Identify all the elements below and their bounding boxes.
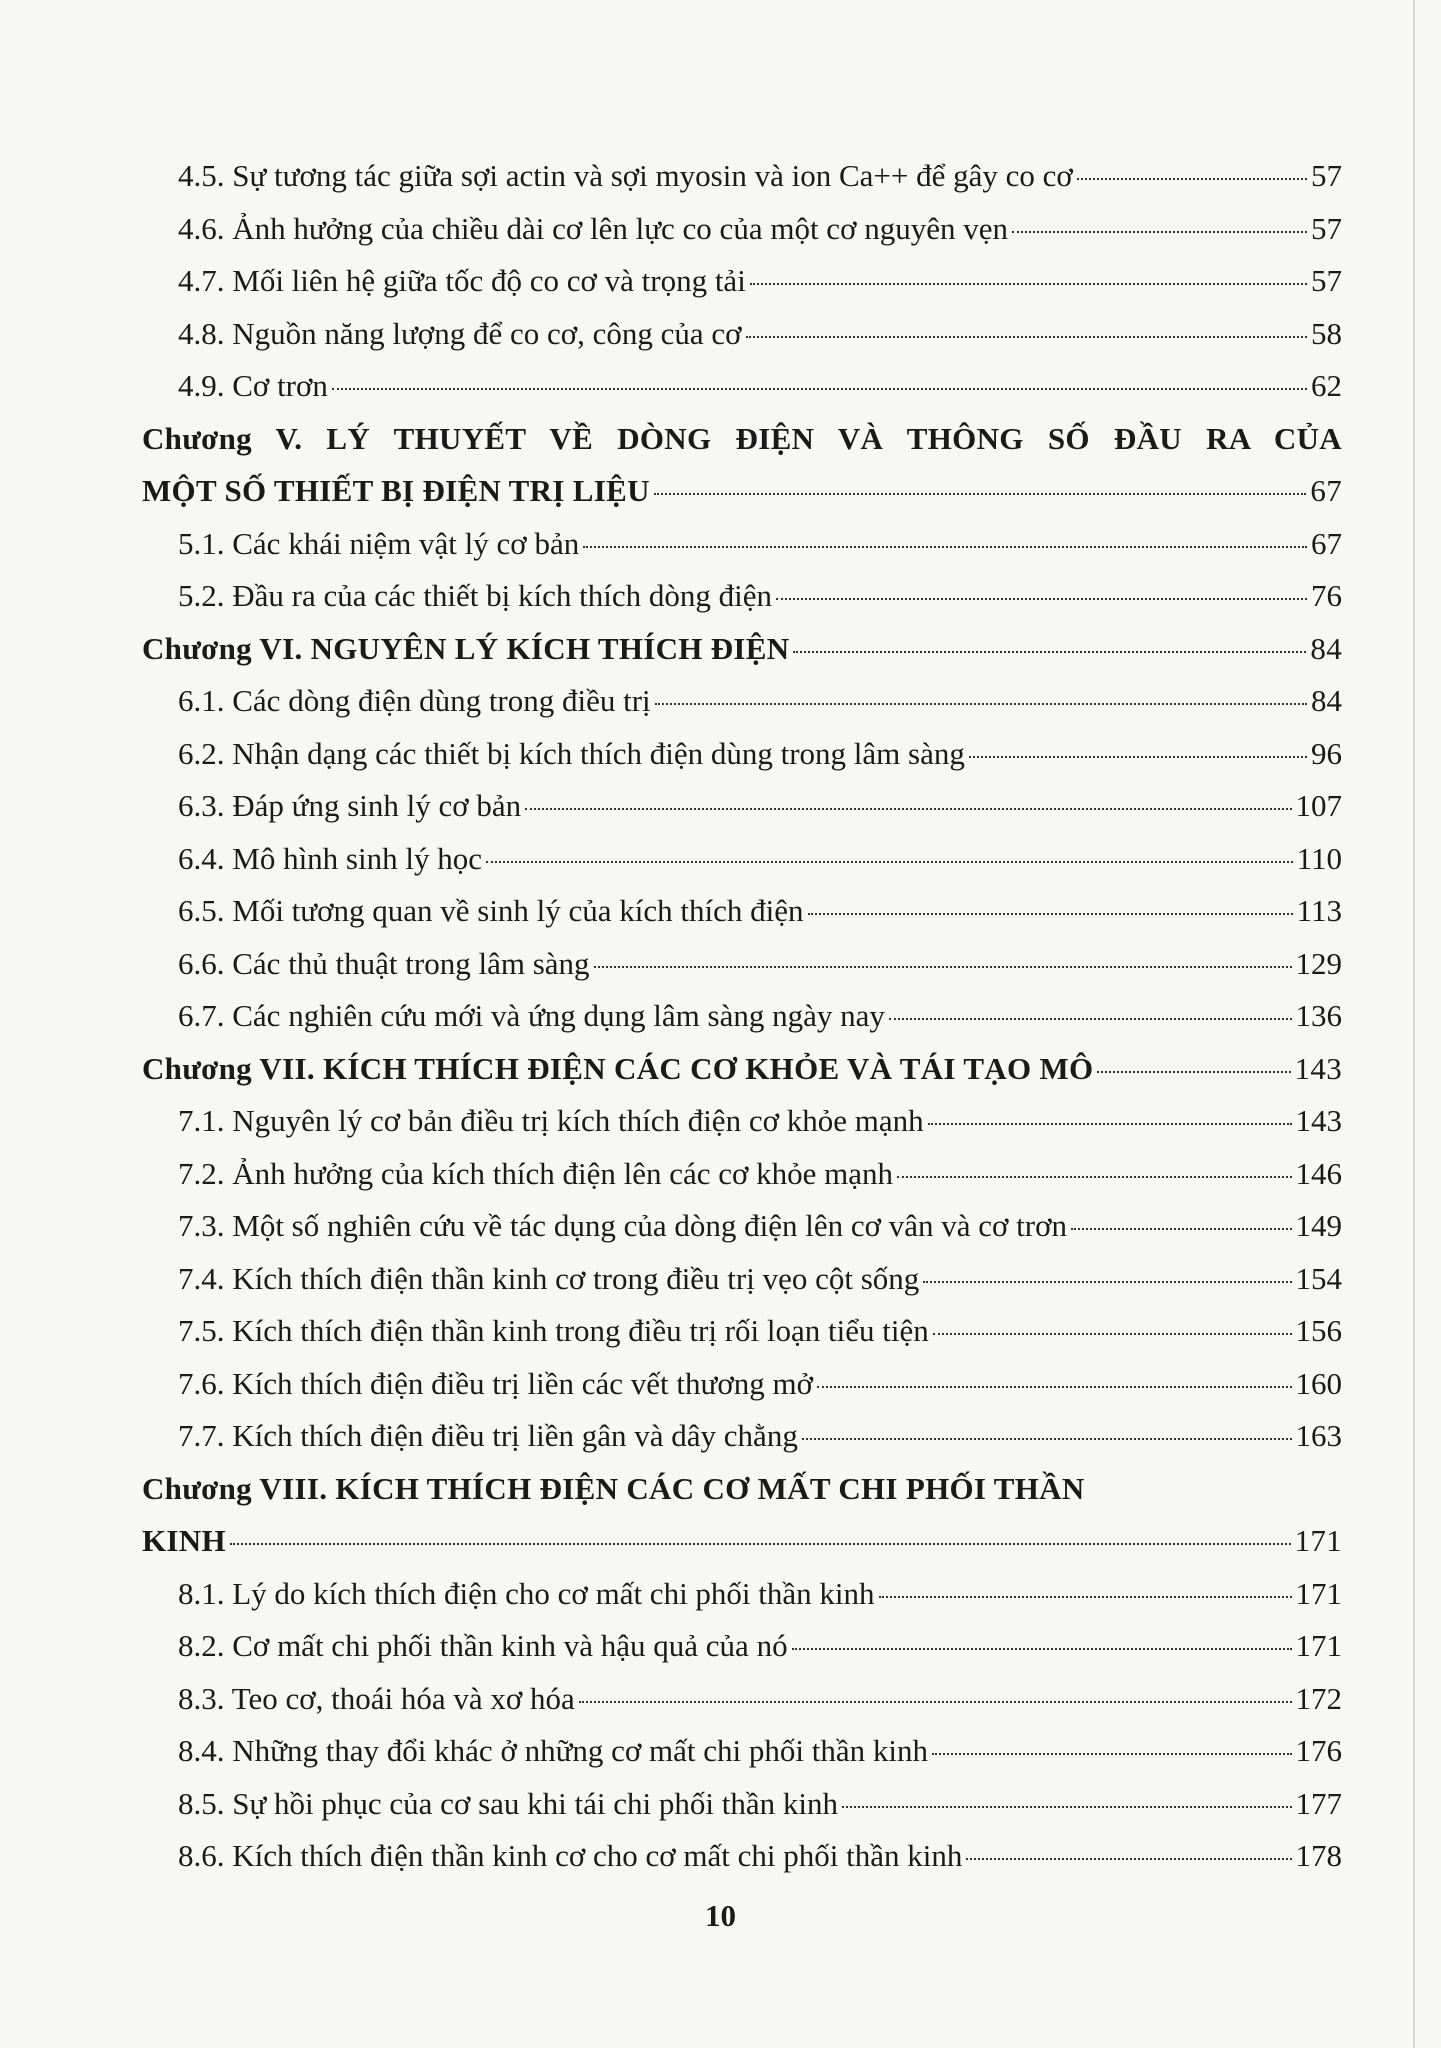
toc-entry-label: 7.5. Kích thích điện thần kinh trong điều trị rối loạn tiểu tiện bbox=[178, 1313, 929, 1348]
toc-entry[interactable] bbox=[142, 150, 1342, 203]
toc-entry[interactable] bbox=[142, 1200, 1342, 1253]
dot-leader bbox=[802, 1438, 1292, 1440]
dot-leader bbox=[655, 703, 1307, 705]
toc-entry[interactable] bbox=[142, 570, 1342, 623]
chapter-heading-line[interactable]: Chương V. LÝ THUYẾT VỀ DÒNG ĐIỆN VÀ THÔNG SỐ ĐẦU RA CỦA bbox=[142, 420, 1342, 456]
toc-entry-label: 8.2. Cơ mất chi phối thần kinh và hậu quả của nó bbox=[178, 1628, 788, 1663]
toc-entry-page: 84 bbox=[1311, 683, 1342, 718]
dot-leader bbox=[808, 913, 1293, 915]
toc-entry-page: 146 bbox=[1295, 1155, 1342, 1191]
dot-leader bbox=[793, 651, 1306, 653]
dot-leader bbox=[897, 1176, 1291, 1178]
toc-entry-label: 6.7. Các nghiên cứu mới và ứng dụng lâm sàng ngày nay bbox=[178, 998, 885, 1033]
dot-leader bbox=[933, 1333, 1292, 1335]
toc-entry-label: 4.8. Nguồn năng lượng để co cơ, công của cơ bbox=[178, 315, 742, 351]
dot-leader bbox=[230, 1543, 1291, 1545]
toc-entry-label: 6.1. Các dòng điện dùng trong điều trị bbox=[178, 683, 651, 718]
toc-entry[interactable] bbox=[142, 1095, 1342, 1148]
dot-leader bbox=[879, 1596, 1292, 1598]
toc-entry[interactable] bbox=[142, 885, 1342, 938]
dot-leader bbox=[969, 756, 1307, 758]
dot-leader bbox=[594, 966, 1292, 968]
dot-leader bbox=[889, 1018, 1292, 1020]
toc-entry[interactable] bbox=[142, 1673, 1342, 1726]
dot-leader bbox=[486, 861, 1293, 863]
toc-entry-label: 5.1. Các khái niệm vật lý cơ bản bbox=[178, 525, 580, 561]
toc-entry-label: 6.5. Mối tương quan về sinh lý của kích thích điện bbox=[178, 893, 804, 928]
toc-entry[interactable] bbox=[142, 1305, 1342, 1358]
dot-leader bbox=[1071, 1228, 1292, 1230]
toc-entry[interactable] bbox=[142, 518, 1342, 571]
toc-entry-label: 6.6. Các thủ thuật trong lâm sàng bbox=[178, 945, 590, 981]
toc-entry-page: 57 bbox=[1311, 210, 1342, 246]
toc-entry-page: 163 bbox=[1295, 1418, 1342, 1453]
toc-entry-label: 8.3. Teo cơ, thoái hóa và xơ hóa bbox=[178, 1680, 575, 1716]
dot-leader bbox=[332, 388, 1307, 390]
toc-entry-page: 171 bbox=[1295, 1575, 1342, 1611]
toc-entry[interactable] bbox=[142, 360, 1342, 413]
toc-chapter-entry[interactable] bbox=[142, 465, 1342, 518]
dot-leader bbox=[776, 598, 1307, 600]
toc-entry[interactable] bbox=[142, 203, 1342, 256]
toc-entry[interactable] bbox=[142, 728, 1342, 781]
dot-leader bbox=[923, 1281, 1291, 1283]
table-of-contents bbox=[142, 150, 1342, 1883]
dot-leader bbox=[966, 1858, 1291, 1860]
toc-entry[interactable] bbox=[142, 938, 1342, 991]
toc-entry-page: 143 bbox=[1295, 1103, 1342, 1138]
toc-entry[interactable] bbox=[142, 1725, 1342, 1778]
dot-leader bbox=[792, 1648, 1292, 1650]
toc-entry-page: 171 bbox=[1294, 1523, 1342, 1558]
toc-entry-page: 176 bbox=[1295, 1733, 1342, 1768]
toc-entry-label: 8.6. Kích thích điện thần kinh cơ cho cơ mất chi phối thần kinh bbox=[178, 1838, 963, 1873]
toc-entry-page: 57 bbox=[1311, 263, 1342, 298]
toc-entry-page: 58 bbox=[1311, 315, 1342, 351]
toc-entry[interactable] bbox=[142, 1778, 1342, 1831]
toc-entry-page: 67 bbox=[1310, 473, 1342, 508]
toc-entry-label: 7.1. Nguyên lý cơ bản điều trị kích thích điện cơ khỏe mạnh bbox=[178, 1103, 924, 1138]
chapter-heading: Chương VI. NGUYÊN LÝ KÍCH THÍCH ĐIỆN bbox=[142, 630, 790, 666]
dot-leader bbox=[750, 283, 1307, 285]
toc-entry-label: 7.2. Ảnh hưởng của kích thích điện lên các cơ khỏe mạnh bbox=[178, 1155, 894, 1191]
dot-leader bbox=[842, 1806, 1292, 1808]
toc-entry-label: 8.1. Lý do kích thích điện cho cơ mất chi phối thần kinh bbox=[178, 1575, 875, 1611]
dot-leader bbox=[746, 336, 1307, 338]
toc-entry-page: 177 bbox=[1295, 1785, 1342, 1821]
chapter-heading: Chương VII. KÍCH THÍCH ĐIỆN CÁC CƠ KHỎE VÀ TÁI TẠO MÔ bbox=[142, 1050, 1094, 1086]
toc-entry-page: 67 bbox=[1311, 525, 1342, 561]
toc-entry-page: 154 bbox=[1295, 1260, 1342, 1296]
toc-entry-label: 7.7. Kích thích điện điều trị liền gân và dây chằng bbox=[178, 1418, 798, 1453]
toc-entry[interactable] bbox=[142, 308, 1342, 361]
toc-entry-label: 7.4. Kích thích điện thần kinh cơ trong điều trị vẹo cột sống bbox=[178, 1260, 920, 1296]
toc-entry-page: 76 bbox=[1311, 578, 1342, 613]
toc-chapter-entry[interactable] bbox=[142, 1043, 1342, 1096]
toc-entry-page: 178 bbox=[1295, 1838, 1342, 1873]
toc-entry-page: 57 bbox=[1311, 158, 1342, 193]
toc-entry[interactable] bbox=[142, 780, 1342, 833]
toc-entry-label: 5.2. Đầu ra của các thiết bị kích thích dòng điện bbox=[178, 578, 772, 613]
toc-entry[interactable] bbox=[142, 1410, 1342, 1463]
dot-leader bbox=[1077, 178, 1307, 180]
toc-chapter-entry[interactable] bbox=[142, 623, 1342, 676]
toc-entry-page: 129 bbox=[1295, 945, 1342, 981]
dot-leader bbox=[1012, 231, 1307, 233]
toc-entry[interactable] bbox=[142, 1148, 1342, 1201]
toc-entry[interactable] bbox=[142, 1253, 1342, 1306]
dot-leader bbox=[932, 1753, 1292, 1755]
toc-entry[interactable] bbox=[142, 255, 1342, 308]
toc-entry[interactable] bbox=[142, 990, 1342, 1043]
dot-leader bbox=[579, 1701, 1292, 1703]
dot-leader bbox=[1097, 1071, 1290, 1073]
dot-leader bbox=[525, 808, 1291, 810]
toc-entry-label: 4.5. Sự tương tác giữa sợi actin và sợi myosin và ion Ca++ để gây co cơ bbox=[178, 158, 1073, 193]
toc-entry-label: 6.2. Nhận dạng các thiết bị kích thích điện dùng trong lâm sàng bbox=[178, 735, 965, 771]
toc-entry-page: 149 bbox=[1295, 1208, 1342, 1243]
toc-entry-page: 62 bbox=[1311, 368, 1342, 403]
toc-entry-label: 7.3. Một số nghiên cứu về tác dụng của dòng điện lên cơ vân và cơ trơn bbox=[178, 1208, 1067, 1243]
toc-entry-page: 136 bbox=[1295, 998, 1342, 1033]
toc-entry-page: 96 bbox=[1311, 735, 1342, 771]
toc-entry-label: 6.3. Đáp ứng sinh lý cơ bản bbox=[178, 788, 522, 823]
page-number: 10 bbox=[705, 1898, 736, 1933]
toc-entry-page: 110 bbox=[1296, 840, 1342, 876]
toc-entry-label: 8.5. Sự hồi phục của cơ sau khi tái chi phối thần kinh bbox=[178, 1785, 838, 1821]
toc-entry[interactable] bbox=[142, 1620, 1342, 1673]
toc-entry-label: 8.4. Những thay đổi khác ở những cơ mất chi phối thần kinh bbox=[178, 1733, 928, 1768]
toc-entry-label: 6.4. Mô hình sinh lý học bbox=[178, 840, 482, 876]
toc-entry-page: 160 bbox=[1295, 1365, 1342, 1401]
toc-entry[interactable] bbox=[142, 675, 1342, 728]
toc-entry-label: 7.6. Kích thích điện điều trị liền các vết thương mở bbox=[178, 1365, 813, 1401]
dot-leader bbox=[817, 1386, 1292, 1388]
toc-entry-page: 113 bbox=[1296, 893, 1342, 928]
toc-entry-page: 84 bbox=[1310, 630, 1342, 666]
chapter-heading-line[interactable]: Chương VIII. KÍCH THÍCH ĐIỆN CÁC CƠ MẤT CHI PHỐI THẦN bbox=[142, 1470, 1085, 1506]
chapter-heading-continued: KINH bbox=[142, 1523, 226, 1558]
toc-entry[interactable] bbox=[142, 1358, 1342, 1411]
toc-entry[interactable] bbox=[142, 833, 1342, 886]
chapter-heading-continued: MỘT SỐ THIẾT BỊ ĐIỆN TRỊ LIỆU bbox=[142, 473, 650, 508]
page-edge bbox=[1413, 0, 1415, 2048]
toc-entry-page: 172 bbox=[1295, 1680, 1342, 1716]
toc-entry-page: 156 bbox=[1295, 1313, 1342, 1348]
toc-entry-label: 4.7. Mối liên hệ giữa tốc độ co cơ và trọng tải bbox=[178, 263, 746, 298]
toc-entry-label: 4.6. Ảnh hưởng của chiều dài cơ lên lực co của một cơ nguyên vẹn bbox=[178, 210, 1008, 246]
toc-entry-page: 107 bbox=[1295, 788, 1342, 823]
toc-entry[interactable] bbox=[142, 1568, 1342, 1621]
toc-entry-page: 143 bbox=[1294, 1050, 1342, 1086]
toc-entry-page: 171 bbox=[1295, 1628, 1342, 1663]
dot-leader bbox=[583, 546, 1307, 548]
dot-leader bbox=[654, 493, 1307, 495]
dot-leader bbox=[928, 1123, 1292, 1125]
toc-chapter-entry[interactable] bbox=[142, 1515, 1342, 1568]
toc-entry[interactable] bbox=[142, 1830, 1342, 1883]
toc-entry-label: 4.9. Cơ trơn bbox=[178, 368, 328, 403]
